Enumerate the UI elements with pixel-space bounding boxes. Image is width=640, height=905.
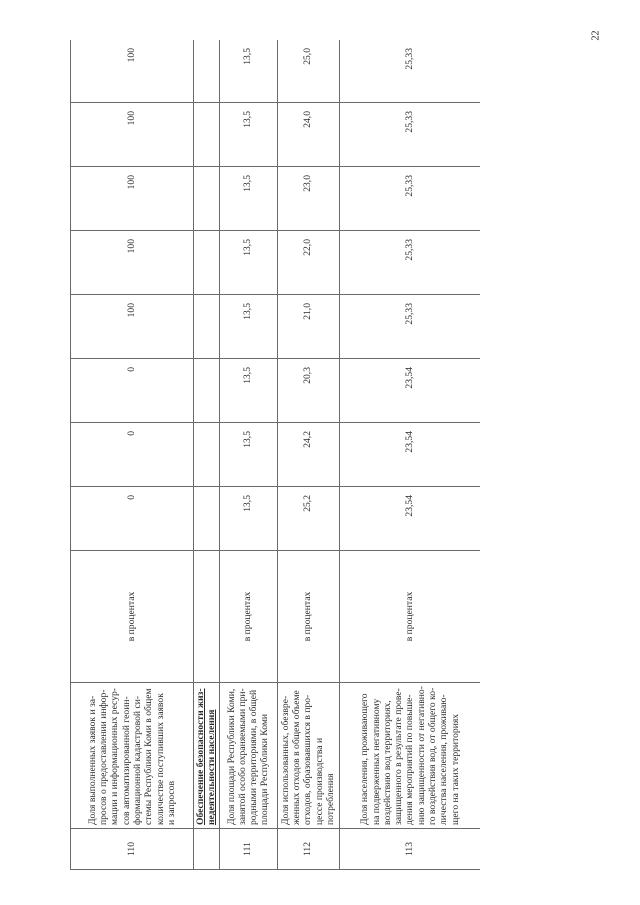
unit-cell: в процентах (339, 551, 480, 683)
value-cell: 25,33 (339, 231, 480, 295)
value-cell: 24,0 (277, 103, 339, 167)
value-cell: 20,3 (277, 359, 339, 423)
value-cell: 24,2 (277, 423, 339, 487)
value-cell: 100 (71, 231, 194, 295)
value-cell: 13,5 (219, 167, 277, 231)
unit-cell: в процентах (71, 551, 194, 683)
value-cell (194, 295, 220, 359)
value-cell: 0 (71, 423, 194, 487)
table-row-section (194, 40, 220, 870)
value-cell: 13,5 (219, 423, 277, 487)
value-cell: 25,2 (277, 487, 339, 551)
value-cell (194, 40, 220, 103)
rotated-table-frame (70, 40, 480, 870)
value-cell: 25,33 (339, 40, 480, 103)
value-cell: 0 (71, 359, 194, 423)
value-cell: 23,54 (339, 359, 480, 423)
value-cell: 100 (71, 40, 194, 103)
value-cell: 13,5 (219, 40, 277, 103)
value-cell: 22,0 (277, 231, 339, 295)
value-cell: 100 (71, 295, 194, 359)
value-cell: 25,33 (339, 295, 480, 359)
value-cell (194, 103, 220, 167)
indicator-name: Доля площади Республики Коми, занятой особо охраняемыми при-родными территориями, в общей площади Республики Коми (219, 683, 277, 829)
value-cell: 23,54 (339, 487, 480, 551)
indicator-name: Доля населения, проживающего на подверженных негативному воздействию вод территориях, защищенного в результате прове-дения мероприятий по повыше-нию защищенности от негативно-го воздействия вод, от общего ко-личества населения, проживаю-щего на таких территориях (339, 683, 480, 829)
row-number: 113 (339, 829, 480, 870)
row-number: 112 (277, 829, 339, 870)
value-cell (194, 167, 220, 231)
row-number: 111 (219, 829, 277, 870)
value-cell: 13,5 (219, 231, 277, 295)
value-cell: 25,33 (339, 103, 480, 167)
value-cell: 100 (71, 167, 194, 231)
value-cell: 13,5 (219, 103, 277, 167)
indicator-name: Доля использованных, обезвре-женных отходов в общем объеме отходов, образовавшихся в про-цессе производства и потребления (277, 683, 339, 829)
value-cell: 13,5 (219, 295, 277, 359)
row-number (194, 829, 220, 870)
section-title: Обеспечение безопасности жиз-недеятельности населения (194, 683, 220, 829)
value-cell: 0 (71, 487, 194, 551)
unit-cell: в процентах (219, 551, 277, 683)
value-cell (194, 487, 220, 551)
value-cell: 25,0 (277, 40, 339, 103)
indicator-name: Доля выполненных заявок и за-просов о предоставлении инфор-мации и информационных ресур-сов автоматизированной геоин-формационной кадастровой си-стемы Республики Коми в общем количестве поступивших заявок и запросов (71, 683, 194, 829)
table-row-110 (71, 40, 194, 870)
value-cell (194, 231, 220, 295)
value-cell (194, 423, 220, 487)
value-cell (194, 359, 220, 423)
table-row-111 (219, 40, 277, 870)
value-cell: 13,5 (219, 359, 277, 423)
value-cell: 21,0 (277, 295, 339, 359)
row-number: 110 (71, 829, 194, 870)
rotated-table-container (70, 40, 480, 870)
table-row-112 (277, 40, 339, 870)
value-cell: 13,5 (219, 487, 277, 551)
page-number: 22 (590, 30, 602, 41)
table-row-113 (339, 40, 480, 870)
unit-cell: в процентах (277, 551, 339, 683)
value-cell: 23,54 (339, 423, 480, 487)
indicator-table (70, 40, 480, 870)
value-cell: 23,0 (277, 167, 339, 231)
value-cell: 100 (71, 103, 194, 167)
unit-cell (194, 551, 220, 683)
value-cell: 25,33 (339, 167, 480, 231)
